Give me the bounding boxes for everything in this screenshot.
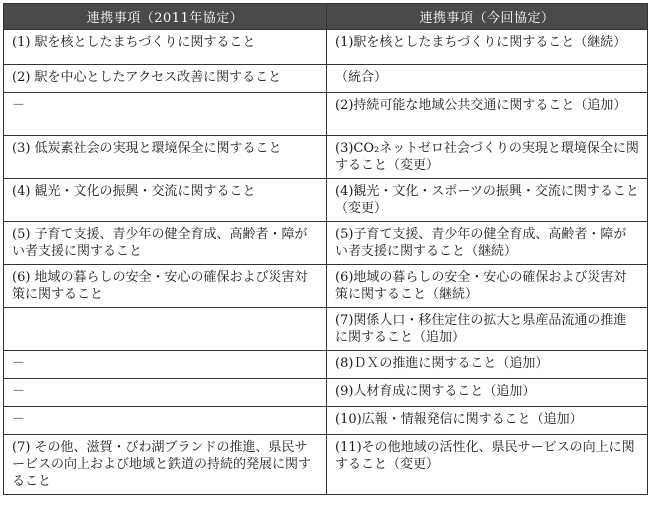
cell-current: (6)地域の暮らしの安全・安心の確保および災害対策に関すること（継続） <box>327 265 648 308</box>
cell-current: (1)駅を核としたまちづくりに関すること（継続） <box>327 30 648 65</box>
table-row <box>4 30 648 65</box>
cell-2011: (6) 地域の暮らしの安全・安心の確保および災害対策に関すること <box>4 265 327 308</box>
header-2011-agreement: 連携事項（2011年協定） <box>4 4 327 30</box>
table-row <box>4 65 648 93</box>
table-row <box>4 379 648 407</box>
table-row <box>4 179 648 222</box>
cell-2011: (3) 低炭素社会の実現と環境保全に関すること <box>4 136 327 179</box>
table-row <box>4 265 648 308</box>
cell-current: (3)CO₂ネットゼロ社会づくりの実現と環境保全に関すること（変更） <box>327 136 648 179</box>
cell-current: (11)その他地域の活性化、県民サービスの向上に関すること（変更） <box>327 435 648 495</box>
cell-current: (5)子育て支援、青少年の健全育成、高齢者・障がい者支援に関すること（継続） <box>327 222 648 265</box>
table-row <box>4 351 648 379</box>
cell-2011: (7) その他、滋賀・びわ湖ブランドの推進、県民サービスの向上および地域と鉄道の持続的発展に関すること <box>4 435 327 495</box>
cell-current: (10)広報・情報発信に関すること（追加） <box>327 407 648 435</box>
table-row <box>4 136 648 179</box>
collaboration-comparison-table <box>3 3 648 495</box>
table-body <box>4 30 648 495</box>
cell-2011: － <box>4 351 327 379</box>
cell-2011: － <box>4 93 327 136</box>
comparison-table-container <box>3 3 647 495</box>
table-row <box>4 308 648 351</box>
table-row <box>4 407 648 435</box>
cell-2011: － <box>4 379 327 407</box>
header-row <box>4 4 648 30</box>
cell-current: (4)観光・文化・スポーツの振興・交流に関すること（変更） <box>327 179 648 222</box>
table-row <box>4 93 648 136</box>
cell-2011: － <box>4 407 327 435</box>
header-current-agreement: 連携事項（今回協定） <box>327 4 648 30</box>
cell-2011 <box>4 308 327 351</box>
cell-2011: (4) 観光・文化の振興・交流に関すること <box>4 179 327 222</box>
table-row <box>4 222 648 265</box>
cell-2011: (1) 駅を核としたまちづくりに関すること <box>4 30 327 65</box>
cell-2011: (5) 子育て支援、青少年の健全育成、高齢者・障がい者支援に関すること <box>4 222 327 265</box>
cell-current: (2)持続可能な地域公共交通に関すること（追加） <box>327 93 648 136</box>
cell-current: (9)人材育成に関すること（追加） <box>327 379 648 407</box>
table-header <box>4 4 648 30</box>
cell-2011: (2) 駅を中心としたアクセス改善に関すること <box>4 65 327 93</box>
cell-current: (7)関係人口・移住定住の拡大と県産品流通の推進に関すること（追加） <box>327 308 648 351</box>
cell-current: (8)ＤＸの推進に関すること（追加） <box>327 351 648 379</box>
table-row <box>4 435 648 495</box>
cell-current: （統合） <box>327 65 648 93</box>
